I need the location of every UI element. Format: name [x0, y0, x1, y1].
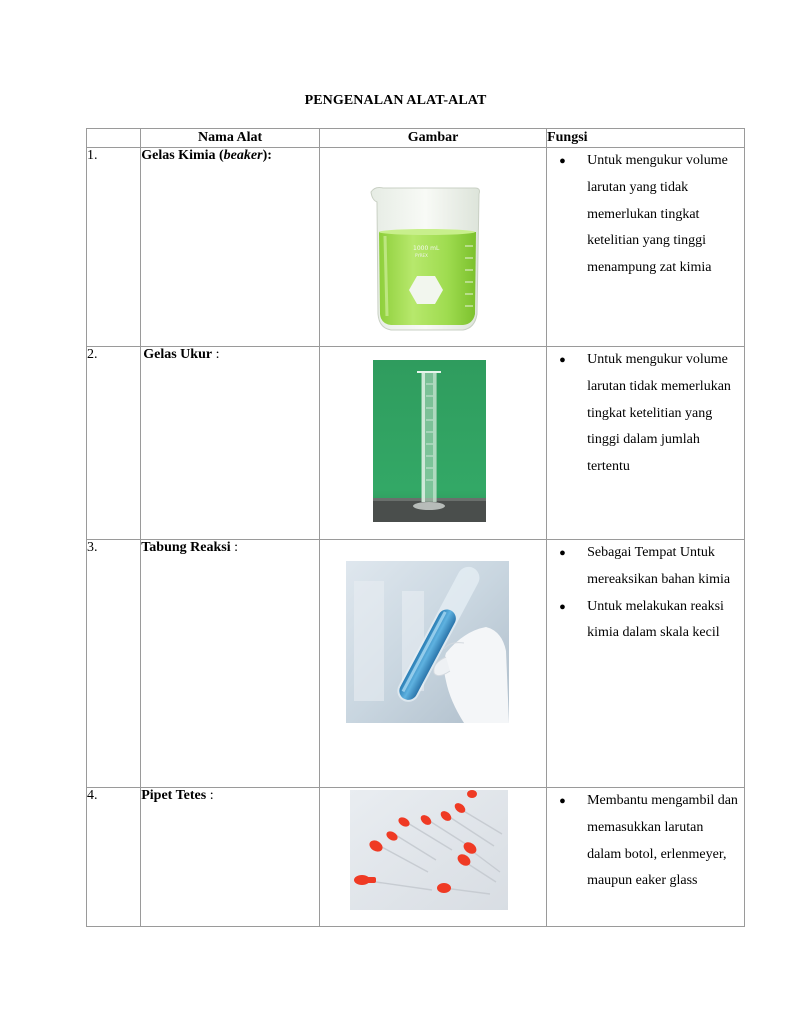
function-text: Membantu mengambil dan memasukkan larutan dalam botol, erlenmeyer, maupun eaker glass	[587, 793, 738, 889]
function-list	[547, 347, 744, 481]
bullet-icon: ●	[559, 354, 566, 366]
function-list	[547, 148, 744, 282]
dropper-pipettes-photo-icon	[350, 790, 508, 910]
header-name: Nama Alat	[141, 129, 320, 148]
function-item	[547, 594, 744, 648]
function-item	[547, 788, 744, 895]
function-item	[547, 148, 744, 282]
row-number: 2.	[87, 347, 141, 540]
table-row	[87, 148, 745, 347]
table-row	[87, 540, 745, 788]
function-text: Sebagai Tempat Untuk mereaksikan bahan kimia	[587, 545, 731, 587]
tools-table	[86, 128, 745, 927]
tool-name-bold-end: ):	[262, 148, 272, 163]
function-item	[547, 347, 744, 481]
header-function: Fungsi	[547, 129, 745, 148]
tool-name-bold: Gelas Kimia (	[141, 148, 224, 163]
header-no	[87, 129, 141, 148]
tool-image-cell	[320, 347, 547, 540]
function-cell	[547, 540, 745, 788]
function-item	[547, 540, 744, 594]
function-text: Untuk melakukan reaksi kimia dalam skala kecil	[587, 598, 724, 641]
tool-name	[141, 347, 320, 540]
bullet-icon: ●	[559, 155, 566, 167]
header-image: Gambar	[320, 129, 547, 148]
function-cell	[547, 148, 745, 347]
row-number: 3.	[87, 540, 141, 788]
bullet-icon: ●	[559, 547, 566, 559]
tool-name-italic: beaker	[223, 148, 263, 163]
page-title: PENGENALAN ALAT-ALAT	[304, 93, 487, 108]
tool-name-bold: Tabung Reaksi	[141, 540, 231, 555]
bullet-icon: ●	[559, 795, 566, 807]
function-cell	[547, 788, 745, 927]
tool-name-suffix: :	[206, 788, 214, 803]
beaker-photo-icon	[369, 186, 484, 332]
table-header-row	[87, 129, 745, 148]
tool-name	[141, 148, 320, 347]
tool-image-cell	[320, 540, 547, 788]
function-list	[547, 788, 744, 895]
row-number: 4.	[87, 788, 141, 927]
tool-name-suffix: :	[212, 347, 220, 362]
table-row	[87, 347, 745, 540]
function-list	[547, 540, 744, 647]
tool-image-cell	[320, 788, 547, 927]
tool-name-suffix: :	[230, 540, 238, 555]
test-tube-photo-icon	[346, 561, 509, 723]
bullet-icon: ●	[559, 600, 566, 613]
function-text: Untuk mengukur volume larutan yang tidak memerlukan tingkat ketelitian yang tinggi menampung zat kimia	[587, 153, 728, 276]
svg-text:1000 mL: 1000 mL	[413, 245, 440, 252]
tool-name-bold: Pipet Tetes	[141, 788, 207, 803]
tool-name-bold: Gelas Ukur	[143, 347, 213, 362]
row-number: 1.	[87, 148, 141, 347]
graduated-cylinder-photo-icon	[373, 360, 486, 522]
function-cell	[547, 347, 745, 540]
tool-name	[141, 788, 320, 927]
svg-text:PYREX: PYREX	[415, 253, 428, 258]
tool-image-cell	[320, 148, 547, 347]
function-text: Untuk mengukur volume larutan tidak memerlukan tingkat ketelitian yang tinggi dalam jumlah tertentu	[587, 352, 731, 475]
tool-name	[141, 540, 320, 788]
table-row	[87, 788, 745, 927]
